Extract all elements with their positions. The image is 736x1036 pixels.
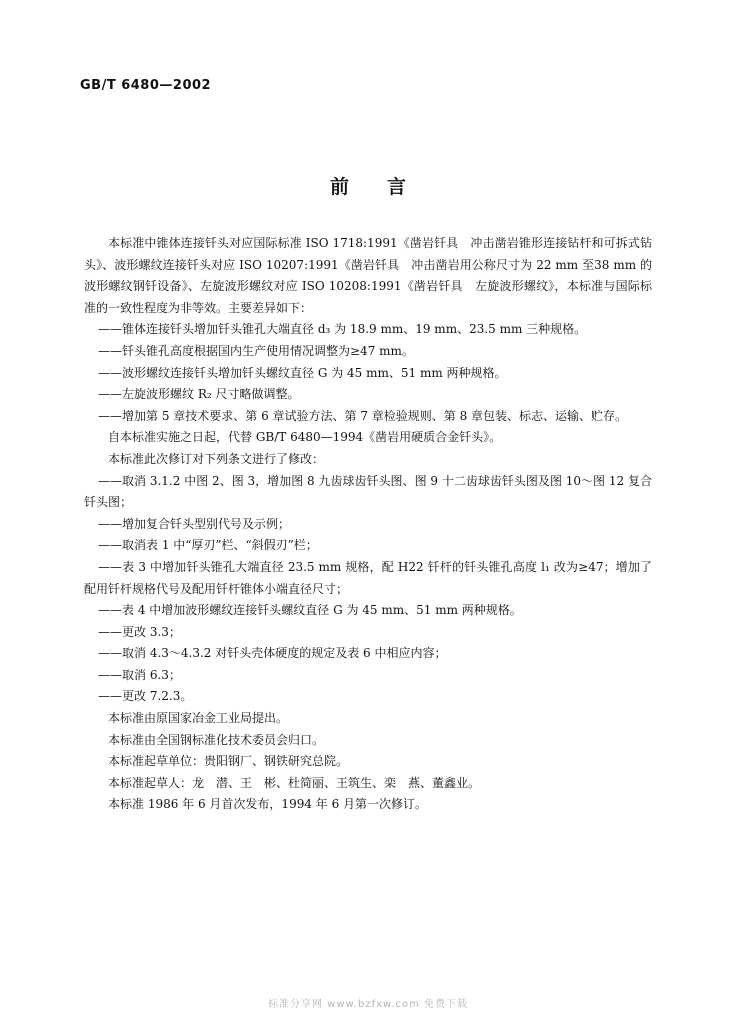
paragraph: 本标准由原国家冶金工业局提出。	[108, 711, 289, 726]
paragraph: 本标准此次修订对下列条文进行了修改：	[108, 451, 325, 466]
paragraph: 本标准 1986 年 6 月首次发布，1994 年 6 月第一次修订。	[108, 797, 428, 812]
paragraph: 本标准起草人：龙 潜、王 彬、杜简丽、王筑生、栾 燕、董鑫业。	[108, 775, 481, 790]
list-item: ——更改 7.2.3。	[98, 689, 193, 704]
list-item: ——增加第 5 章技术要求、第 6 章试验方法、第 7 章检验规则、第 8 章包装、标志、运输、贮存。	[98, 408, 628, 423]
list-item: ——取消 6.3；	[98, 667, 181, 682]
list-item: ——更改 3.3；	[98, 624, 181, 639]
paragraph: 自本标准实施之日起，代替 GB/T 6480—1994《凿岩用硬质合金钎头》。	[108, 430, 502, 445]
list-item: ——波形螺纹连接钎头增加钎头螺纹直径 G 为 45 mm、51 mm 两种规格。	[98, 365, 507, 380]
paragraph: 本标准由全国钢标准化技术委员会归口。	[108, 732, 325, 747]
list-item: ——取消 3.1.2 中图 2、图 3，增加图 8 九齿球齿钎头图、图 9 十二齿球齿钎头图及图 10～图 12 复合钎头图；	[84, 473, 652, 510]
page-title: 前言	[329, 176, 444, 198]
list-item: ——表 4 中增加波形螺纹连接钎头螺纹直径 G 为 45 mm、51 mm 两种规格。	[98, 603, 522, 618]
footer-watermark: 标准分享网 www.bzfxw.com 免费下载	[268, 999, 468, 1010]
list-item: ——锥体连接钎头增加钎头锥孔大端直径 d₃ 为 18.9 mm、19 mm、23.5 mm 三种规格。	[98, 322, 587, 337]
document-body	[84, 233, 652, 816]
list-item: ——增加复合钎头型别代号及示例；	[98, 516, 291, 531]
list-item: ——取消 4.3～4.3.2 对钎头壳体硬度的规定及表 6 中相应内容；	[98, 646, 447, 661]
list-item: ——左旋波形螺纹 R₂ 尺寸略做调整。	[98, 387, 300, 402]
list-item: ——表 3 中增加钎头锥孔大端直径 23.5 mm 规格，配 H22 钎杆的钎头锥孔高度 l₁ 改为≥47；增加了配用钎杆规格代号及配用钎杆锥体小端直径尺寸；	[84, 559, 652, 596]
paragraph: 本标准起草单位：贵阳钢厂、钢铁研究总院。	[108, 754, 349, 769]
standard-code: GB/T 6480—2002	[80, 78, 212, 93]
list-item: ——取消表 1 中“厚刃”栏、“斜假刃”栏；	[98, 538, 318, 553]
paragraph: 本标准中锥体连接钎头对应国际标准 ISO 1718:1991《凿岩钎具 冲击凿岩锥形连接钻杆和可拆式钻头》、波形螺纹连接钎头对应 ISO 10207:1991《凿岩钎具 冲击凿岩用公称尺寸为 22 mm 至38 mm 的波形螺纹钢钎设备》、左旋波形螺纹对应 ISO 10208:1991《凿岩钎具 左旋波形螺纹》，本标准与国际标准的一致性程度为非等效。主要差异如下：	[84, 236, 652, 315]
list-item: ——钎头锥孔高度根据国内生产使用情况调整为≥47 mm。	[98, 343, 414, 358]
